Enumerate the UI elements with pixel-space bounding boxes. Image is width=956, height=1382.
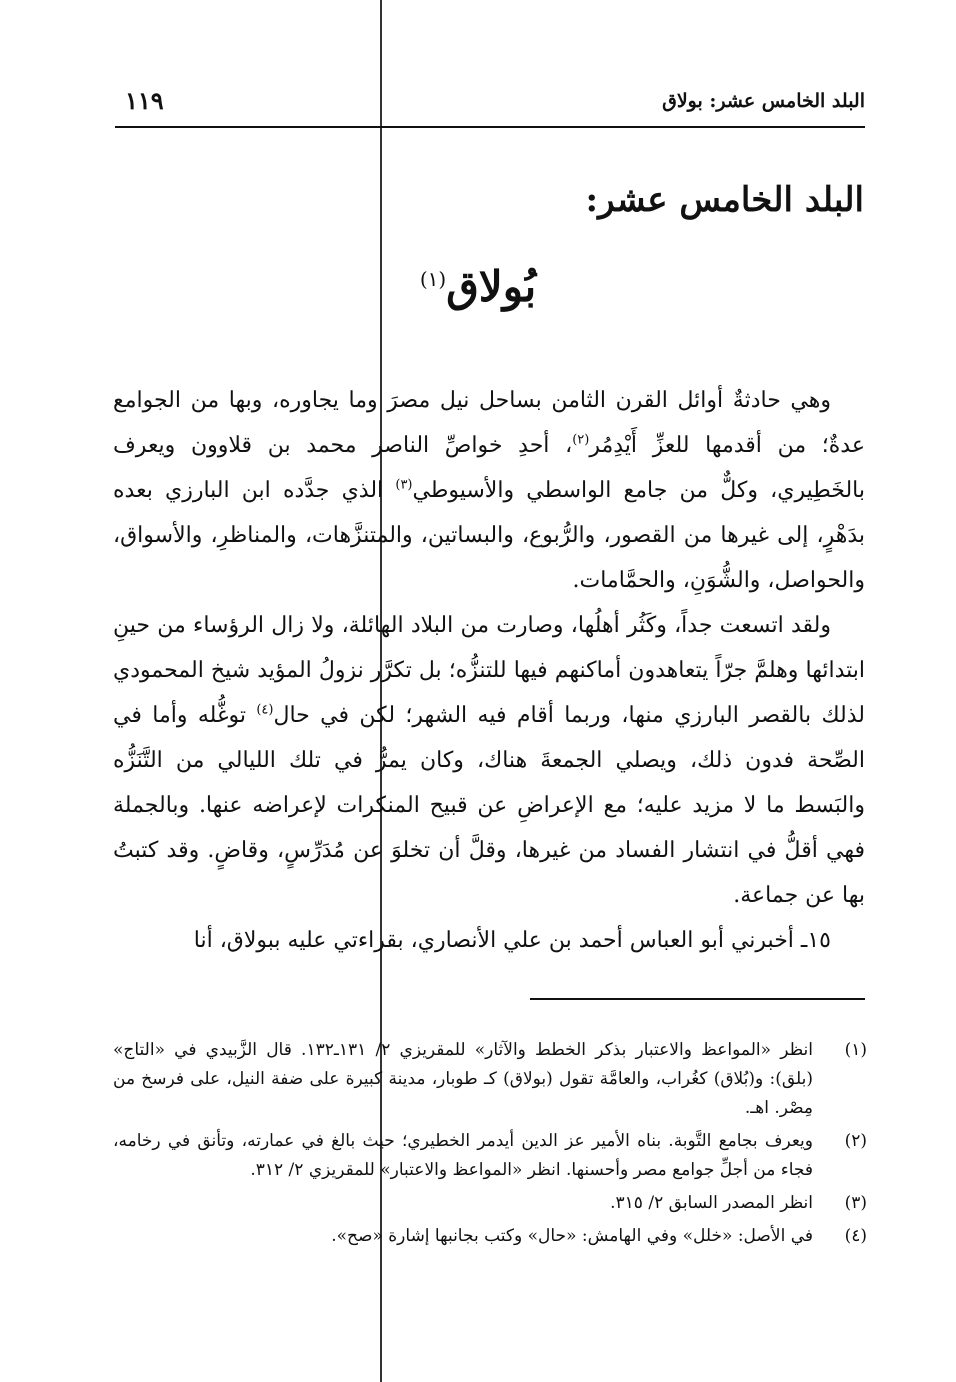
page-number: ١١٩ bbox=[125, 86, 164, 115]
paragraph-1-text-c: الذي جدَّده ابن البارزي بعده بدَهْرٍ، إلى غيرها من القصور، والرُّبوع، والبساتين، والمتنزَّهات، والمناظرِ، والأسواق، والحواصل، والشُّوَنِ، والحمَّامات. bbox=[113, 478, 865, 593]
place-name: بُولاق bbox=[446, 262, 537, 311]
paragraph-1-text-a: وهي حادثةٌ أوائل القرن الثامن بساحل نيل مصرَ وما يجاوره، وبها من الجوامع عدةٌ؛ من أقدمها للعزِّ أَيْدِمُر bbox=[113, 388, 865, 458]
footnote-3 bbox=[113, 1189, 867, 1218]
footnote-4 bbox=[113, 1222, 867, 1251]
paragraph-2-text-a: ولقد اتسعت جداً، وكَثُر أهلُها، وصارت من البلاد الهائلة، ولا زال الرؤساء من حينِ ابتدائها وهلمَّ جرّاً يتعاهدون أماكنهم فيها للتنزُّه؛ بل تكرَّر نزولُ المؤيد شيخ المحمودي لذلك بالقصر البارزي منها، وربما أقام فيه الشهر؛ لكن في حال bbox=[113, 613, 865, 728]
paragraph-1-text-b: ، أحدِ خواصِّ الناصر محمد بن قلاوون ويعرف بالخَطِيري، وكلٌّ من جامع الواسطي والأسيوطي bbox=[113, 433, 866, 503]
footnote-text: انظر المصدر السابق ٢/ ٣١٥. bbox=[610, 1193, 813, 1213]
section-title: البلد الخامس عشر: bbox=[585, 180, 864, 220]
footnote-ref-4: (٤) bbox=[256, 702, 274, 718]
footnote-1 bbox=[113, 1036, 867, 1123]
footnote-number: (٣) bbox=[844, 1193, 867, 1213]
footnote-ref-2: (٢) bbox=[572, 432, 590, 448]
footnote-text: انظر «المواعظ والاعتبار بذكر الخطط والآثار» للمقريزي ٢/ ١٣١ـ١٣٢. قال الزَّبيدي في «التاج» (بلق): و(بُلاق) كغُراب، والعامَّة تقول (بولاق) كـ طوبار، مدينة كبيرة على ضفة النيل، على فرسخ من مِصْر. اهـ. bbox=[113, 1040, 814, 1118]
paragraph-1 bbox=[113, 378, 865, 603]
footnote-separator bbox=[530, 998, 865, 1000]
page-header bbox=[115, 86, 865, 128]
footnote-text: في الأصل: «خلل» وفي الهامش: «حال» وكتب بجانبها إشارة «صح». bbox=[331, 1226, 813, 1246]
footnote-number: (٢) bbox=[844, 1131, 867, 1151]
footnote-number: (١) bbox=[844, 1040, 867, 1060]
running-title: البلد الخامس عشر: بولاق bbox=[662, 90, 865, 112]
place-footnote-ref: (١) bbox=[419, 267, 447, 291]
paragraph-2-text-b: توغُّله وأما في الصِّحة فدون ذلك، ويصلي الجمعةَ هناك، وكان يمرُّ في تلك الليالي من التَّنَزُّه والبَسط ما لا مزيد عليه؛ مع الإعراضِ عن قبيح المنكرات لإعراضه عنها. وبالجملة فهي أقلُّ في انتشار الفساد من غيرها، وقلَّ أن تخلوَ عن مُدَرِّسٍ، وقاضٍ. وقد كتبتُ بها عن جماعة. bbox=[113, 703, 865, 908]
body-text bbox=[113, 378, 865, 963]
paragraph-3: ١٥ـ أخبرني أبو العباس أحمد بن علي الأنصاري، بقراءتي عليه ببولاق، أنا bbox=[193, 928, 831, 953]
paragraph-2 bbox=[113, 603, 865, 918]
footnote-2 bbox=[113, 1127, 867, 1185]
footnote-ref-3: (٣) bbox=[395, 477, 413, 493]
place-heading bbox=[0, 262, 956, 311]
footnotes bbox=[113, 1036, 867, 1255]
footnote-number: (٤) bbox=[844, 1226, 867, 1246]
footnote-text: ويعرف بجامع التَّوبة. بناه الأمير عز الدين أيدمر الخطيري؛ حيث بالغ في عمارته، وتأنق في رخامه، فجاء من أجلِّ جوامع مصر وأحسنها. انظر «المواعظ والاعتبار» للمقريزي ٢/ ٣١٢. bbox=[113, 1131, 813, 1180]
